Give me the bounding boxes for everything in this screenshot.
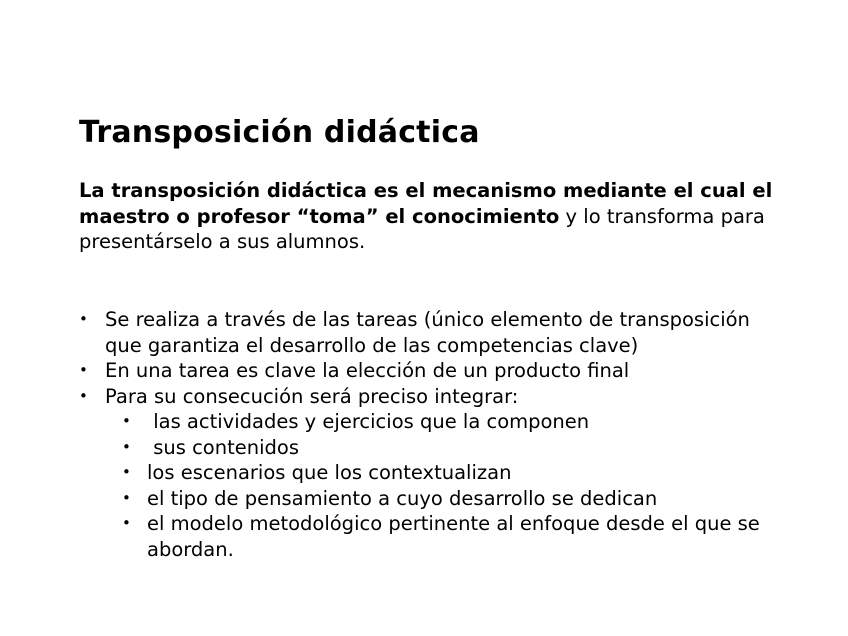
bullet-icon: • <box>79 310 88 328</box>
sub-bullet-text: el tipo de pensamiento a cuyo desarrollo se dedican <box>147 486 658 510</box>
bullet-item <box>79 358 779 384</box>
slide-title: Transposición didáctica <box>79 115 480 150</box>
sub-bullet-item <box>105 435 767 461</box>
sub-bullet-item <box>105 511 767 562</box>
sub-bullet-icon: • <box>122 412 131 430</box>
bullet-text: Se realiza a través de las tareas (único elemento de transposición que garantiza el desarrollo de las competencias clave) <box>105 308 750 357</box>
intro-paragraph <box>79 178 779 255</box>
sub-bullet-text: las actividades y ejercicios que la componen <box>147 410 590 433</box>
sub-bullet-item <box>105 486 767 512</box>
sub-bullet-icon: • <box>122 514 131 532</box>
bullet-list <box>79 307 779 562</box>
sub-bullet-text: el modelo metodológico pertinente al enfoque desde el que se abordan. <box>147 512 760 561</box>
sub-bullet-text: los escenarios que los contextualizan <box>147 461 512 484</box>
intro-normal-text: y lo transforma para presentárselo a sus alumnos. <box>79 204 765 253</box>
sub-bullet-icon: • <box>122 488 131 507</box>
intro-bold-text: La transposición didáctica es el mecanismo mediante el cual el maestro o profesor “toma” el conocimiento <box>79 179 773 228</box>
sub-bullet-list <box>105 409 779 562</box>
sub-bullet-text: sus contenidos <box>147 435 299 459</box>
bullet-text: Para su consecución será preciso integrar: <box>105 384 519 408</box>
bullet-icon: • <box>79 361 88 379</box>
sub-bullet-item <box>105 409 767 435</box>
sub-bullet-icon: • <box>122 463 131 481</box>
sub-bullet-icon: • <box>122 437 131 456</box>
sub-bullet-item <box>105 460 767 486</box>
bullet-text: En una tarea es clave la elección de un producto final <box>105 359 630 382</box>
bullet-item <box>79 307 779 358</box>
bullet-item <box>79 384 779 563</box>
bullet-icon: • <box>79 386 88 405</box>
